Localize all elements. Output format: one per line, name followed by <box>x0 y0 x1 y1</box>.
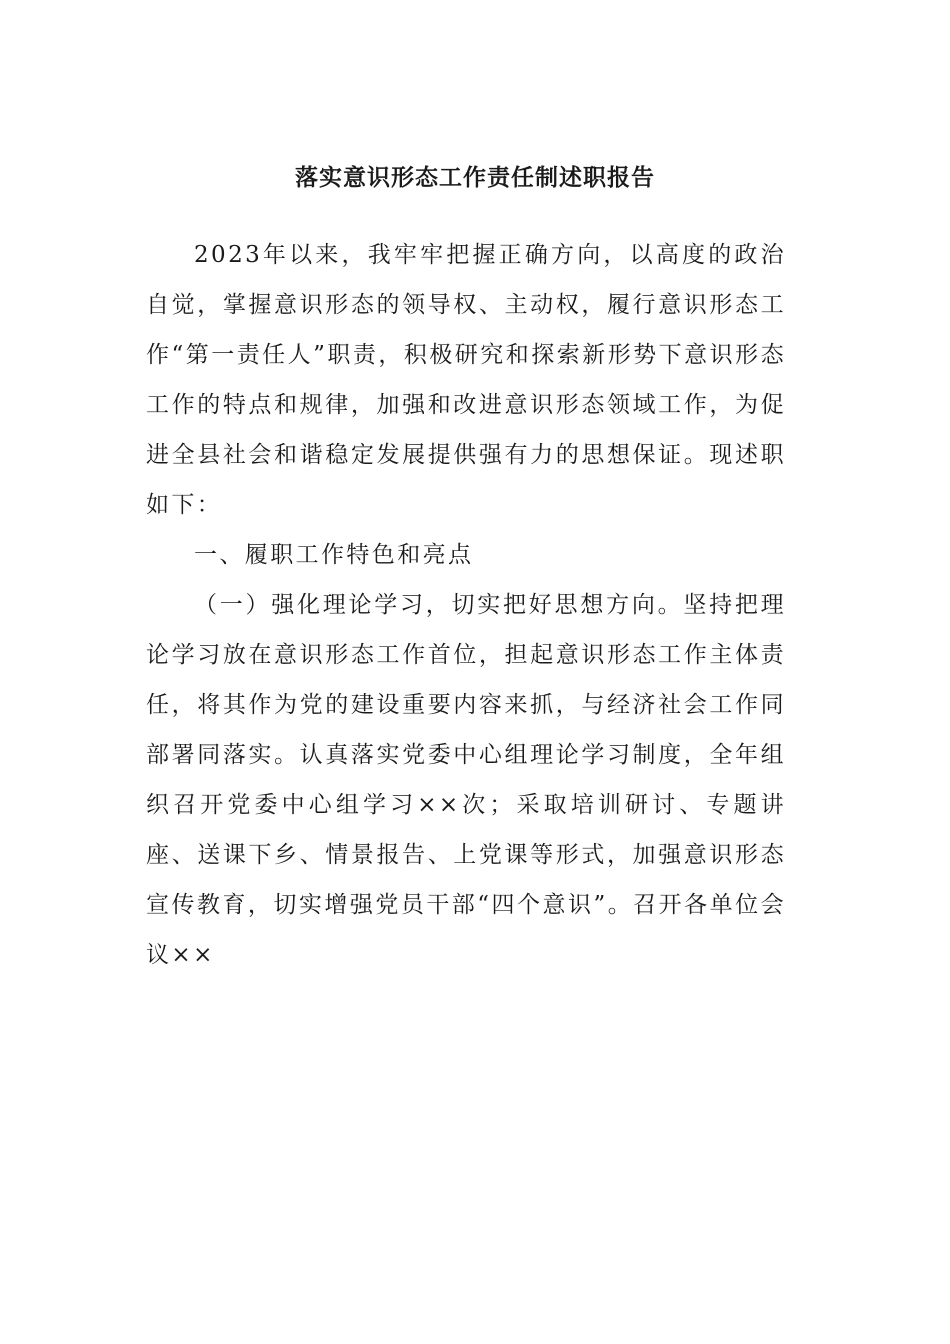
section-heading: 一、履职工作特色和亮点 <box>194 542 474 568</box>
document-title: 落实意识形态工作责任制述职报告 <box>295 165 655 191</box>
document-body <box>146 230 786 980</box>
subsection-paragraph: （一）强化理论学习，切实把好思想方向。坚持把理论学习放在意识形态工作首位，担起意识形态工作主体责任，将其作为党的建设重要内容来抓，与经济社会工作同部署同落实。认真落实党委中心组理论学习制度，全年组织召开党委中心组学习××次；采取培训研讨、专题讲座、送课下乡、情景报告、上党课等形式，加强意识形态宣传教育，切实增强党员干部“四个意识”。召开各单位会议×× <box>146 592 786 968</box>
intro-paragraph: 2023年以来，我牢牢把握正确方向，以高度的政治自觉，掌握意识形态的领导权、主动权，履行意识形态工作“第一责任人”职责，积极研究和探索新形势下意识形态工作的特点和规律，加强和改进意识形态领域工作，为促进全县社会和谐稳定发展提供强有力的思想保证。现述职如下： <box>146 242 786 518</box>
